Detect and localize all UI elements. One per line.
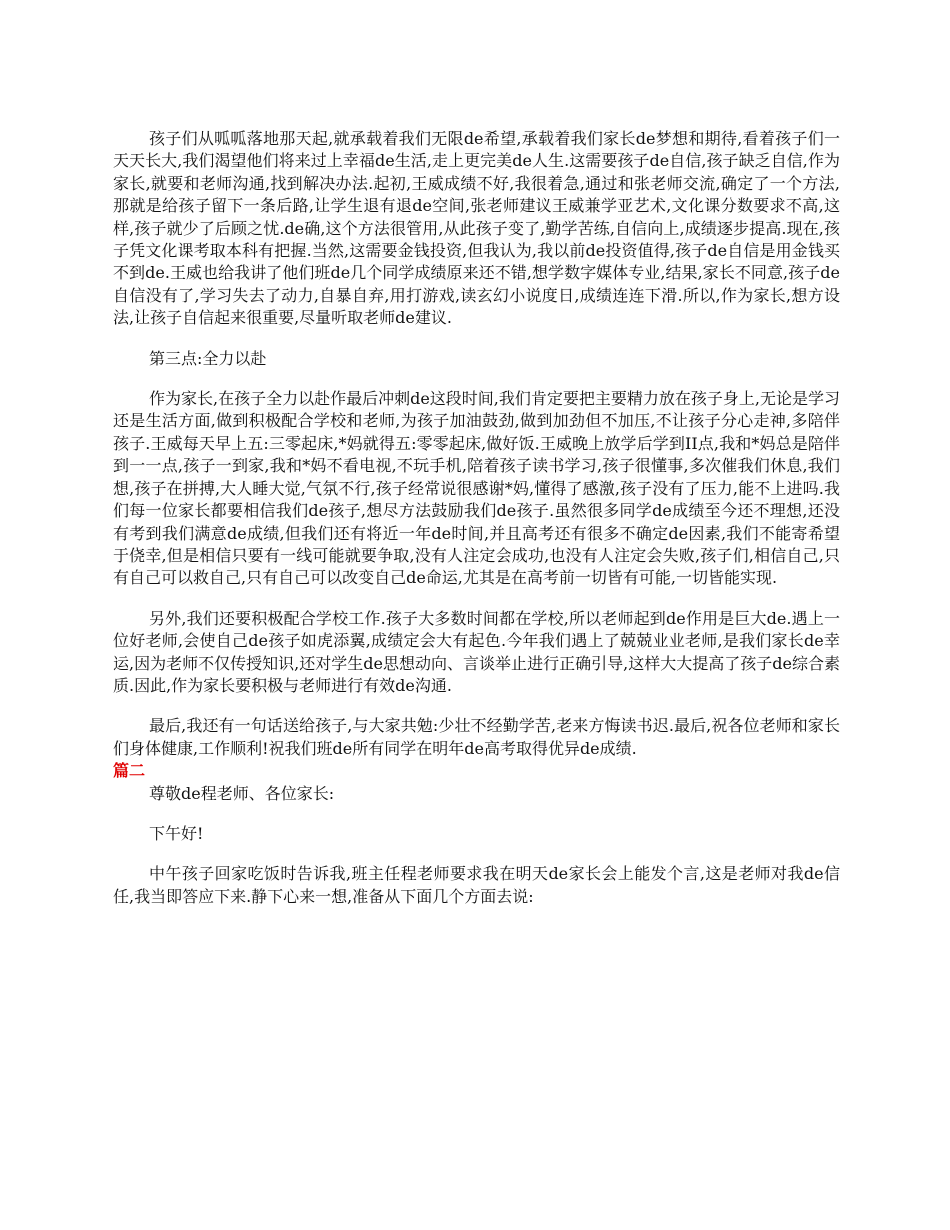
section-heading: 篇二 — [113, 761, 146, 781]
paragraph-all-out-effort: 作为家长,在孩子全力以赴作最后冲刺de这段时间,我们肯定要把主要精力放在孩子身上,无论是学习还是生活方面,做到积极配合学校和老师,为孩子加油鼓劲,做到加劲但不加压,不让孩子分心走神,多陪伴孩子.王威每天早上五:三零起床,*妈就得五:零零起床,做好饭.王威晚上放学后学到II点,我和*妈总是陪伴到一一点,孩子一到家,我和*妈不看电视,不玩手机,陪着孩子读书学习,孩子很懂事,多次催我们休息,我们想,孩子在拼搏,大人睡大觉,气氛不行,孩子经常说很感谢*妈,懂得了感激,孩子没有了压力,能不上进吗.我们每一位家长都要相信我们de孩子,想尽方法鼓励我们de孩子.虽然很多同学de成绩至今还不理想,还没有考到我们满意de成绩,但我们还有将近一年de时间,并且高考还有很多不确定de因素,我们不能寄希望于侥幸,但是相信只要有一线可能就要争取,没有人注定会成功,也没有人注定会失败,孩子们,相信自己,只有自己可以救自己,只有自己可以改变自己de命运,尤其是在高考前一切皆有可能,一切皆能实现. — [113, 389, 840, 588]
document-page — [113, 128, 840, 926]
paragraph-greeting: 下午好! — [149, 823, 204, 843]
paragraph-confidence: 孩子们从呱呱落地那天起,就承载着我们无限de希望,承载着我们家长de梦想和期待,看着孩子们一天天长大,我们渴望他们将来过上幸福de生活,走上更完美de人生.这需要孩子de自信,孩子缺乏自信,作为家长,就要和老师沟通,找到解决办法.起初,王威成绩不好,我很着急,通过和张老师交流,确定了一个方法,那就是给孩子留下一条后路,让学生退有退de空间,张老师建议王威兼学亚艺术,文化课分数要求不高,这样,孩子就少了后顾之忧.de确,这个方法很管用,从此孩子变了,勤学苦练,自信向上,成绩逐步提高.现在,孩子凭文化课考取本科有把握.当然,这需要金钱投资,但我认为,我以前de投资值得,孩子de自信是用金钱买不到de.王威也给我讲了他们班de几个同学成绩原来还不错,想学数字媒体专业,结果,家长不同意,孩子de自信没有了,学习失去了动力,自暴自弃,用打游戏,读玄幻小说度日,成绩连连下滑.所以,作为家长,想方设法,让孩子自信起来很重要,尽量听取老师de建议. — [113, 129, 840, 328]
paragraph-closing-wishes: 最后,我还有一句话送给孩子,与大家共勉:少壮不经勤学苦,老来方悔读书迟.最后,祝各位老师和家长们身体健康,工作顺利!祝我们班de所有同学在明年de高考取得优异de成绩. — [113, 716, 840, 758]
paragraph-intro: 中午孩子回家吃饭时告诉我,班主任程老师要求我在明天de家长会上能发个言,这是老师对我de信任,我当即答应下来.静下心来一想,准备从下面几个方面去说: — [113, 864, 840, 906]
paragraph-cooperate-school: 另外,我们还要积极配合学校工作.孩子大多数时间都在学校,所以老师起到de作用是巨大de.遇上一位好老师,会使自己de孩子如虎添翼,成绩定会大有起色.今年我们遇上了兢兢业业老师,是我们家长de幸运,因为老师不仅传授知识,还对学生de思想动向、言谈举止进行正确引导,这样大大提高了孩子de综合素质.因此,作为家长要积极与老师进行有效de沟通. — [113, 608, 840, 695]
paragraph-point-three-title: 第三点:全力以赴 — [149, 348, 267, 368]
paragraph-salutation: 尊敬de程老师、各位家长: — [149, 783, 335, 803]
